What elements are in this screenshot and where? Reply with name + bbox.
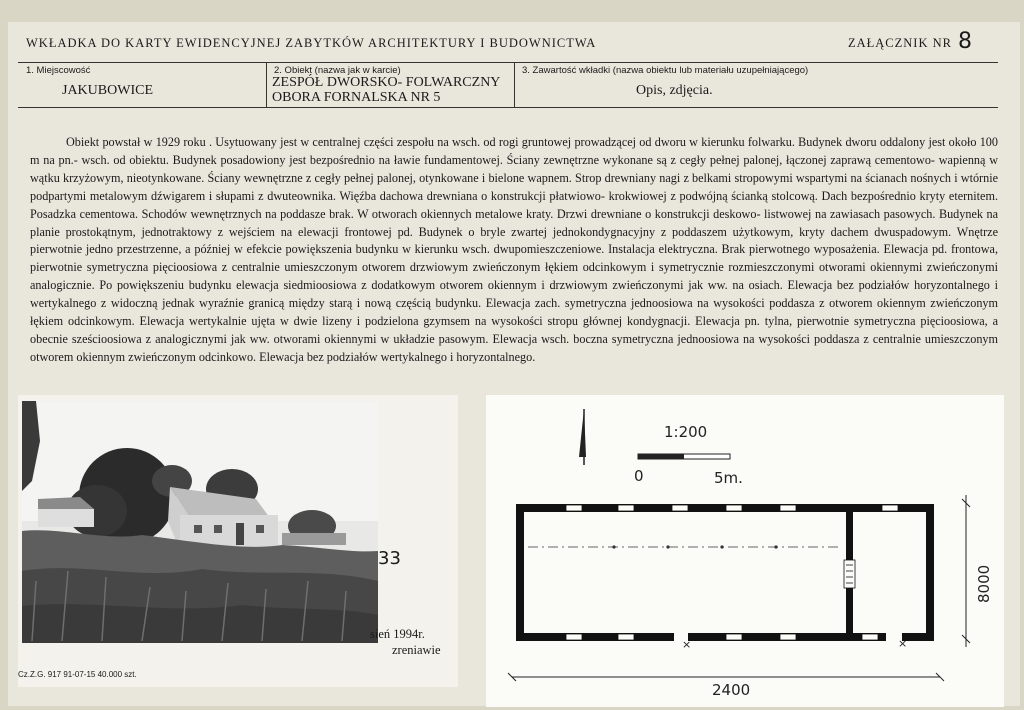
floor-plan xyxy=(486,395,1004,707)
header-fields xyxy=(18,62,998,108)
width-dimension: 8000 xyxy=(975,564,993,603)
scale-label: 1:200 xyxy=(664,423,708,441)
photo-number: 33 xyxy=(378,548,401,569)
svg-text:×: × xyxy=(898,637,908,650)
north-arrow-icon xyxy=(579,409,586,465)
scale-bar xyxy=(638,454,730,459)
field-content xyxy=(514,63,998,107)
description-paragraph: Obiekt powstał w 1929 roku . Usytuowany jest w centralnej części zespołu na wsch. od rogi gruntowej prowadzącej od dworu w kierunku folwarku. Budynek dworu oddalony jest około 100 m na pn.- wsch. od obiektu. Budynek posadowiony jest bezpośrednio na ławie fundamentowej. Ściany zewnętrzne wykonane są z cegły pełnej palonej, łączonej zaprawą cementowo- wapienną w wątku krzyżowym, nieotynkowane. Ściany wewnętrzne z cegły pełnej palonej, otynkowane i bielone wapnem. Strop drewniany nagi z belkami stropowymi wspartymi na ścianach nośnych i wtórnie podpartymi metalowym dźwigarem i słupami z dwuteownika. Więźba dachowa drewniana o konstrukcji płatwiowo- krokwiowej z podwójną ścianką stolcową. Dach bezpośrednio kryty eternitem. Posadzka cementowa. Schodów wewnętrznych na poddasze brak. W otworach okiennych metalowe kraty. Drzwi drewniane o konstrukcji deskowo- listwowej na zawiasach pasowych. Budynek na planie prostokątnym, jednotraktowy z wejściem na elewacji frontowej pd. Budynek o bryle zwartej jednokondygnacyjny z poddaszem użytkowym, kryty dachem dwuspadowym. Wnętrze pierwotnie jedno przestrzenne, a później w efekcie powiększenia budynku w kierunku wsch. dwupomieszczeniowe. Instalacja elektryczna. Brak pierwotnego wyposażenia. Elewacja pd. frontowa, pierwotnie symetryczna pięcioosiowa z centralnie umieszczonym otworem drzwiowym zwieńczonym łękiem odcinkowym i symetrycznie rozmieszczonymi otworami okiennymi zwieńczonymi analogicznie. Po powiększeniu budynku elewacja siedmioosiowa z dodatkowym otworem okiennym i drzwiowym zwieńczonymi jak ww. na osiach. Elewacja bez podziałów horyzontalnego i wertykalnego z widoczną jednak wyraźnie granicą między starą i nową częścią budynku. Elewacja zach. symetryczna jednoosiowa na wysokości poddasza z otworem okiennym zwieńczonym łękiem odcinkowym. Elewacja wertykalnie ujęta w dwie lizeny i podzielona gzymsem na wysokości stropu głównej kondygnacji. Elewacja pn. tylna, pierwotnie symetryczna pięcioosiowa, a obecnie sześcioosiowa z analogicznymi jak ww. otworami okiennymi w układzie pasowym. Elewacja wsch. boczna symetryczna jednoosiowa na wysokości poddasza z centralnie umieszczonym otworem okiennym zwieńczonym odcinkowo. Elewacja bez podziałów wertykalnego i horyzontalnego. xyxy=(30,135,998,364)
plan-card xyxy=(486,395,1004,707)
field-locality xyxy=(18,63,267,107)
annex-number: 8 xyxy=(958,29,972,54)
field-object-line2: OBORA FORNALSKA NR 5 xyxy=(272,90,441,105)
scale-zero: 0 xyxy=(634,467,644,485)
width-dimension-line xyxy=(962,495,970,647)
partition-door xyxy=(844,560,855,588)
annex-label xyxy=(847,29,972,54)
photo-card xyxy=(18,395,458,687)
field-object-label: 2. Obiekt (nazwa jak w karcie) xyxy=(274,65,401,76)
length-dimension-line xyxy=(508,673,944,681)
form-title: WKŁADKA DO KARTY EWIDENCYJNEJ ZABYTKÓW ARCHITEKTURY I BUDOWNICTWA xyxy=(26,36,597,50)
field-content-value: Opis, zdjęcia. xyxy=(636,83,713,98)
field-locality-label: 1. Miejscowość xyxy=(26,65,91,76)
field-content-label: 3. Zawartość wkładki (nazwa obiektu lub materiału uzupełniającego) xyxy=(522,65,809,76)
description-text xyxy=(30,134,998,367)
building-outline xyxy=(516,504,934,641)
svg-text:×: × xyxy=(682,638,692,651)
field-object xyxy=(266,63,515,107)
field-object-line1: ZESPÓŁ DWORSKO- FOLWARCZNY xyxy=(272,75,501,90)
form-print-code: Cz.Z.G. 917 91-07-15 40.000 szt. xyxy=(18,670,137,679)
scale-end: 5m. xyxy=(714,469,743,487)
length-dimension: 2400 xyxy=(712,681,751,699)
photo-date-fragment: sień 1994r. xyxy=(370,627,425,641)
annex-label-text: ZAŁĄCZNIK NR xyxy=(847,36,952,50)
photo-caption-fragment: zreniawie xyxy=(392,643,441,657)
field-locality-value: JAKUBOWICE xyxy=(62,83,153,98)
building-photo xyxy=(22,401,378,643)
